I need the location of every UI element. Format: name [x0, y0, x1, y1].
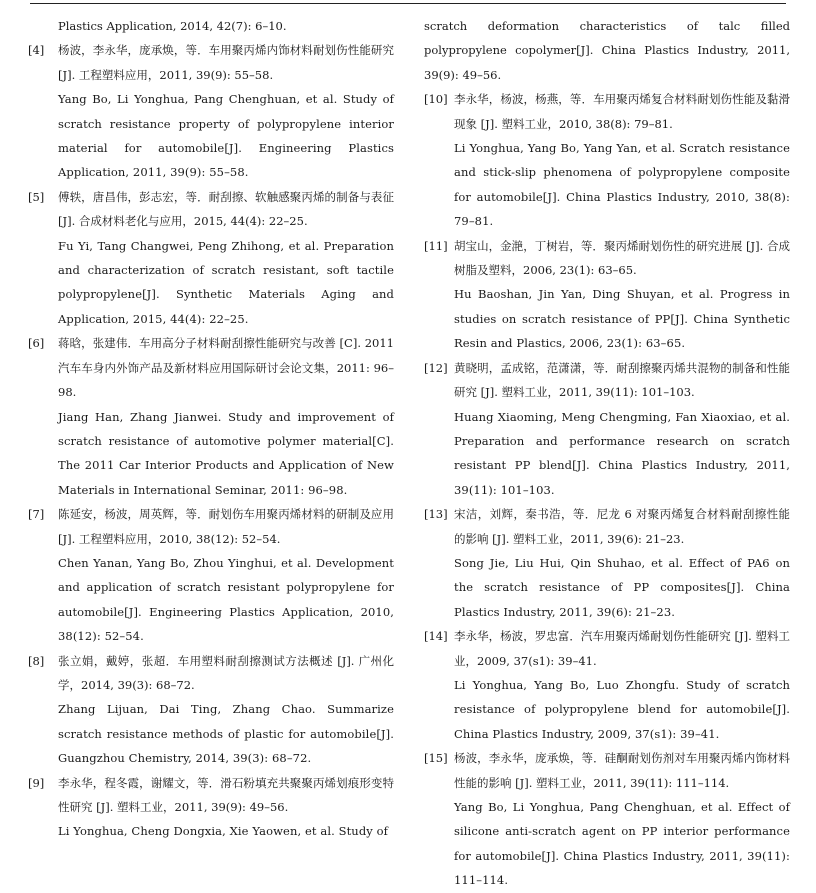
- reference-english: Fu Yi, Tang Changwei, Peng Zhihong, et al. Preparation and characterization of scratch resistant, soft tactile polypropylene[J]. Synthetic Materials Aging and Application, 2015, 44(4): 22–25.: [58, 238, 394, 326]
- reference-english: Li Yonghua, Cheng Dongxia, Xie Yaowen, et al. Study of: [58, 824, 389, 839]
- reference-number: [14]: [424, 629, 448, 644]
- reference-chinese: 张立娟，戴婷，张超．车用塑料耐刮擦测试方法概述 [J]. 广州化学，2014, 39(3): 68–72.: [58, 653, 394, 692]
- left-column: [28, 14, 394, 844]
- reference-number: [12]: [424, 360, 448, 375]
- reference-chinese: 杨波，李永华，庞承焕，等．车用聚丙烯内饰材料耐划伤性能研究 [J]. 工程塑料应用，2011, 39(9): 55–58.: [58, 43, 394, 82]
- reference-english: Jiang Han, Zhang Jianwei. Study and improvement of scratch resistance of automotive polymer material[C]. The 2011 Car Interior Products and Application of New Materials in International Seminar, 2011: 96–98.: [58, 409, 394, 497]
- reference-english: Chen Yanan, Yang Bo, Zhou Yinghui, et al. Development and application of scratch resistant polypropylene for automobile[J]. Engineering Plastics Application, 2010, 38(12): 52–54.: [58, 555, 394, 644]
- reference-chinese: 宋洁，刘辉，秦书浩，等．尼龙 6 对聚丙烯复合材料耐刮擦性能的影响 [J]. 塑料工业，2011, 39(6): 21–23.: [454, 507, 790, 546]
- reference-english: Yang Bo, Li Yonghua, Pang Chenghuan, et al. Study of scratch resistance property of polypropylene interior material for automobile[J]. Engineering Plastics Application, 2011, 39(9): 55–58.: [58, 92, 394, 180]
- reference-item-12: [424, 356, 790, 502]
- reference-item-6: [28, 331, 394, 502]
- ref-continuation: scratch deformation characteristics of talc filled polypropylene copolymer[J]. China Plastics Industry, 2011, 39(9): 49–56.: [424, 19, 790, 82]
- reference-item-10: [424, 87, 790, 233]
- reference-chinese: 傅轶，唐昌伟，彭志宏，等．耐刮擦、软触感聚丙烯的制备与表征 [J]. 合成材料老化与应用，2015, 44(4): 22–25.: [58, 189, 394, 229]
- reference-number: [10]: [424, 92, 448, 107]
- reference-number: [4]: [28, 43, 45, 58]
- right-column: [424, 14, 790, 893]
- reference-item-11: [424, 234, 790, 356]
- reference-english: Song Jie, Liu Hui, Qin Shuhao, et al. Effect of PA6 on the scratch resistance of PP composites[J]. China Plastics Industry, 2011, 39(6): 21–23.: [454, 555, 790, 619]
- reference-chinese: 李永华，杨波，杨燕，等．车用聚丙烯复合材料耐划伤性能及黏滑现象 [J]. 塑料工业，2010, 38(8): 79–81.: [454, 92, 790, 131]
- ref-continuation: Plastics Application, 2014, 42(7): 6–10.: [58, 19, 287, 33]
- reference-item-15: [424, 746, 790, 892]
- reference-chinese: 杨波，李永华，庞承焕，等．硅酮耐划伤剂对车用聚丙烯内饰材料性能的影响 [J]. 塑料工业，2011, 39(11): 111–114.: [454, 751, 790, 790]
- reference-item-13: [424, 502, 790, 624]
- reference-english: Li Yonghua, Yang Bo, Luo Zhongfu. Study of scratch resistance of polypropylene blend for automobile[J]. China Plastics Industry, 2009, 37(s1): 39–41.: [454, 677, 790, 741]
- reference-chinese: 胡宝山，金滟，丁树岩，等．聚丙烯耐划伤性的研究进展 [J]. 合成树脂及塑料，2006, 23(1): 63–65.: [454, 238, 790, 278]
- reference-chinese: 陈延安，杨波，周英辉，等．耐划伤车用聚丙烯材料的研制及应用 [J]. 工程塑料应用，2010, 38(12): 52–54.: [58, 507, 394, 546]
- top-rule: [30, 3, 786, 4]
- reference-english: Yang Bo, Li Yonghua, Pang Chenghuan, et al. Effect of silicone anti-scratch agent on PP interior performance for automobile[J]. China Plastics Industry, 2011, 39(11): 111–114.: [454, 800, 790, 888]
- reference-item-14: [424, 624, 790, 746]
- reference-number: [6]: [28, 336, 45, 351]
- reference-chinese: 李永华，杨波，罗忠富．汽车用聚丙烯耐划伤性能研究 [J]. 塑料工业，2009, 37(s1): 39–41.: [454, 629, 790, 668]
- reference-item-9: [28, 771, 394, 844]
- reference-chinese: 蒋晗，张建伟．车用高分子材料耐刮擦性能研究与改善 [C]. 2011 汽车车身内外饰产品及新材料应用国际研讨会论文集，2011: 96–98.: [58, 336, 394, 400]
- reference-number: [8]: [28, 653, 45, 668]
- reference-english: Li Yonghua, Yang Bo, Yang Yan, et al. Scratch resistance and stick-slip phenomena of polypropylene composite for automobile[J]. China Plastics Industry, 2010, 38(8): 79–81.: [454, 141, 790, 229]
- reference-item-7: [28, 502, 394, 648]
- reference-chinese: 黄晓明，孟成铭，范潇潇，等．耐刮擦聚丙烯共混物的制备和性能研究 [J]. 塑料工业，2011, 39(11): 101–103.: [454, 360, 790, 400]
- reference-number: [13]: [424, 507, 448, 522]
- reference-english: Huang Xiaoming, Meng Chengming, Fan Xiaoxiao, et al. Preparation and performance research on scratch resistant PP blend[J]. China Plastics Industry, 2011, 39(11): 101–103.: [454, 409, 790, 497]
- reference-number: [15]: [424, 751, 448, 766]
- reference-chinese: 李永华，程冬霞，谢耀文，等．滑石粉填充共聚聚丙烯划痕形变特性研究 [J]. 塑料工业，2011, 39(9): 49–56.: [58, 775, 394, 814]
- reference-item-4: [28, 38, 394, 184]
- reference-number: [7]: [28, 507, 45, 522]
- reference-item-8: [28, 649, 394, 771]
- reference-english: Hu Baoshan, Jin Yan, Ding Shuyan, et al. Progress in studies on scratch resistance of PP[J]. China Synthetic Resin and Plastics, 2006, 23(1): 63–65.: [454, 287, 790, 351]
- reference-number: [5]: [28, 189, 45, 204]
- reference-item-5: [28, 185, 394, 331]
- reference-number: [9]: [28, 775, 45, 790]
- reference-number: [11]: [424, 238, 448, 253]
- reference-english: Zhang Lijuan, Dai Ting, Zhang Chao. Summarize scratch resistance methods of plastic for automobile[J]. Guangzhou Chemistry, 2014, 39(3): 68–72.: [58, 702, 394, 766]
